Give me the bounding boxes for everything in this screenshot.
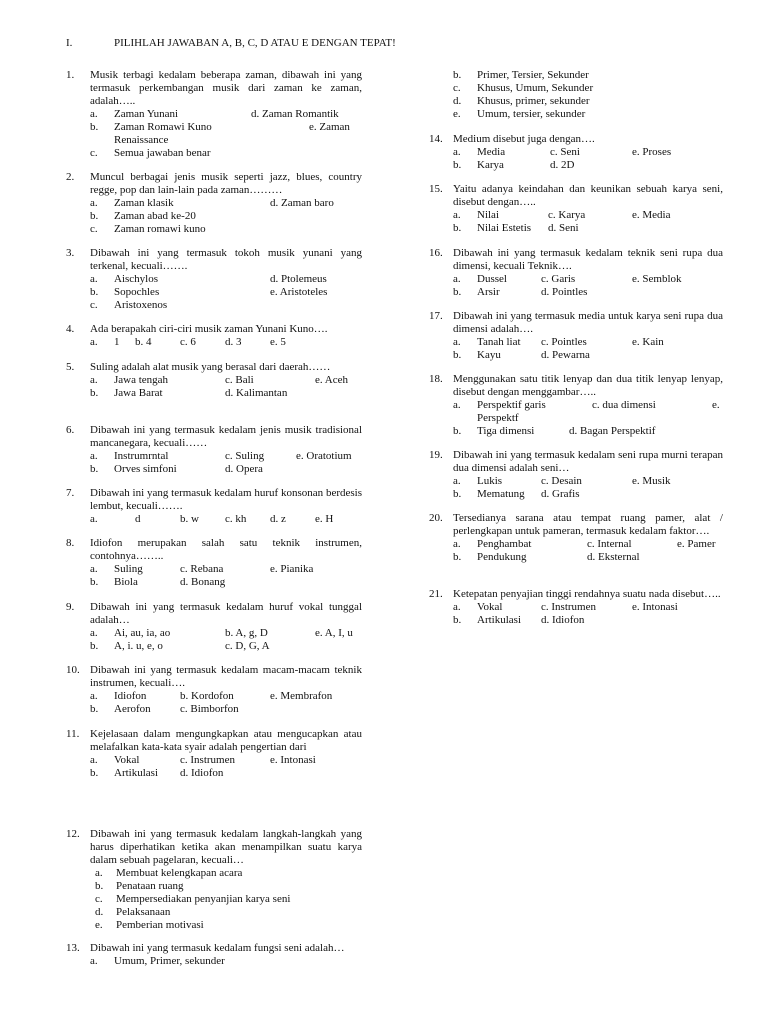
option-a: Penghambat <box>477 538 532 550</box>
option-c: Aristoxenos <box>114 299 168 311</box>
question-17 <box>429 310 723 362</box>
option-a: Suling <box>114 563 143 575</box>
option-d: d. Idiofon <box>180 767 224 779</box>
question-text: Dibawah ini yang termasuk kedalam macam-macam teknik instrumen, kecuali…. <box>90 664 362 689</box>
option-a: Tanah liat <box>477 336 521 348</box>
option-b: Penataan ruang <box>116 880 184 892</box>
option-d: Pelaksanaan <box>116 906 171 918</box>
option-b: Nilai Estetis <box>477 222 532 234</box>
option-row: a. Vokal c. Instrumen e. Intonasi <box>453 601 678 613</box>
option-row: e. Umum, tersier, sekunder <box>453 108 586 120</box>
question-12 <box>66 828 362 932</box>
question-6 <box>66 424 362 476</box>
option-b: Aerofon <box>114 703 151 715</box>
question-text: Dibawah ini yang termasuk kedalam huruf konsonan berdesis lembut, kecuali……. <box>90 487 362 512</box>
option-a: Nilai <box>477 209 499 221</box>
question-number: 3. <box>66 247 75 259</box>
option-row: b. Arsir d. Pointles <box>453 286 588 298</box>
option-row <box>429 412 723 425</box>
option-a: Media <box>477 146 506 158</box>
option-row: b. Penataan ruang <box>95 880 184 892</box>
option-row: b. Karya d. 2D <box>453 159 575 171</box>
option-d: d. Ptolemeus <box>270 273 327 285</box>
question-text: Dibawah ini yang termasuk kedalam fungsi seni adalah… <box>90 942 345 954</box>
option-continuation: Perspektf <box>477 412 519 424</box>
question-number: 14. <box>429 133 443 145</box>
question-number: 7. <box>66 487 75 499</box>
option-row: c. Khusus, Umum, Sekunder <box>453 82 594 94</box>
option-e: e. Oratotium <box>296 450 352 462</box>
option-d: d. Grafis <box>541 488 580 500</box>
question-13 <box>66 942 362 968</box>
option-b: b. 4 <box>135 336 152 348</box>
question-5 <box>66 361 362 400</box>
option-row: c. Aristoxenos <box>90 299 168 311</box>
option-row: c. Zaman romawi kuno <box>90 223 206 235</box>
question-text: Idiofon merupakan salah satu teknik instrumen, contohnya…….. <box>90 537 362 562</box>
question-13-continued <box>429 69 723 121</box>
option-c: c. Rebana <box>180 563 224 575</box>
option-a: Ai, au, ia, ao <box>114 627 171 639</box>
question-18 <box>429 373 723 438</box>
question-text: Ketepatan penyajian tinggi rendahnya suatu nada disebut….. <box>453 588 721 600</box>
option-d: d. Kalimantan <box>225 387 288 399</box>
option-row: b. Kayu d. Pewarna <box>453 349 590 361</box>
option-a: Umum, Primer, sekunder <box>114 955 225 967</box>
option-a: Dussel <box>477 273 507 285</box>
option-c: Mempersediakan penyanjian karya seni <box>116 893 291 905</box>
option-d: d. Seni <box>548 222 579 234</box>
option-row: b. Pendukung d. Eksternal <box>453 551 640 563</box>
option-row: a. Ai, au, ia, ao b. A, g, D e. A, I, u <box>90 627 353 639</box>
question-number: 13. <box>66 942 80 954</box>
option-row: a. Dussel c. Garis e. Semblok <box>453 273 682 285</box>
question-21 <box>429 588 723 627</box>
option-d: d. Bagan Perspektif <box>569 425 656 437</box>
question-text: Medium disebut juga dengan…. <box>453 133 595 145</box>
option-d: d. 3 <box>225 336 242 348</box>
question-text: Yaitu adanya keindahan dan keunikan sebuah karya seni, disebut dengan….. <box>453 183 723 208</box>
question-10 <box>66 664 362 716</box>
option-row: a. Idiofon b. Kordofon e. Membrafon <box>90 690 333 702</box>
option-row: a. Lukis c. Desain e. Musik <box>453 475 671 487</box>
option-b: Karya <box>477 159 504 171</box>
option-b: Arsir <box>477 286 500 298</box>
option-row: c. Semua jawaban benar <box>90 147 211 159</box>
question-number: 21. <box>429 588 443 600</box>
option-d: d. Eksternal <box>587 551 640 563</box>
question-number: 15. <box>429 183 443 195</box>
option-row: c. Mempersediakan penyanjian karya seni <box>95 893 291 905</box>
option-a: Vokal <box>114 754 140 766</box>
option-c: Khusus, Umum, Sekunder <box>477 82 594 94</box>
question-number: 20. <box>429 512 443 524</box>
question-text: Dibawah ini yang termasuk kedalam langkah-langkah yang harus diperhatikan ketika akan menampilkan suatu karya dalam sebuah pagelaran, kecuali… <box>90 828 362 866</box>
option-c: c. dua dimensi <box>592 399 656 411</box>
question-number: 1. <box>66 69 75 81</box>
option-a: Zaman klasik <box>114 197 174 209</box>
option-a: Lukis <box>477 475 503 487</box>
option-b: Sopochles <box>114 286 160 298</box>
option-e: e. Membrafon <box>270 690 333 702</box>
option-e: e. H <box>315 513 334 525</box>
option-row: a. Penghambat c. Internal e. Pamer <box>453 538 716 550</box>
option-e: e. Musik <box>632 475 671 487</box>
option-a: Jawa tengah <box>114 374 169 386</box>
question-text: Dibawah ini yang termasuk kedalam teknik seni rupa dua dimensi, kecuali Teknik…. <box>453 247 723 272</box>
question-number: 4. <box>66 323 75 335</box>
question-text: Kejelasaan dalam mengungkapkan atau mengucapkan atau melafalkan kata-kata syair adalah pengertian dari <box>90 728 362 753</box>
option-d: Khusus, primer, sekunder <box>477 95 590 107</box>
option-row: b. Zaman abad ke-20 <box>90 210 196 222</box>
option-c: c. Desain <box>541 475 582 487</box>
option-e: e. A, I, u <box>315 627 353 639</box>
option-d: d. Zaman Romantik <box>251 108 339 120</box>
question-text: Ada berapakah ciri-ciri musik zaman Yunani Kuno…. <box>90 323 328 335</box>
option-d: d. Pointles <box>541 286 588 298</box>
question-number: 19. <box>429 449 443 461</box>
question-7 <box>66 487 362 526</box>
option-e: e. Aceh <box>315 374 348 386</box>
option-row: d. Khusus, primer, sekunder <box>453 95 590 107</box>
question-text: Dibawah ini yang termasuk kedalam seni rupa murni terapan dua dimensi adalah seni… <box>453 449 723 474</box>
question-3 <box>66 247 362 312</box>
option-row: a. Jawa tengah c. Bali e. Aceh <box>90 374 348 386</box>
option-b: Jawa Barat <box>114 387 163 399</box>
option-e: e. <box>712 399 720 411</box>
option-d: d. Idiofon <box>541 614 585 626</box>
question-number: 9. <box>66 601 75 613</box>
option-e: e. Aristoteles <box>270 286 328 298</box>
question-14 <box>429 133 723 172</box>
option-b: Biola <box>114 576 138 588</box>
option-a: Instrumrntal <box>114 450 169 462</box>
option-b: Pendukung <box>477 551 527 563</box>
option-a: d <box>135 513 141 525</box>
option-c: Semua jawaban benar <box>114 147 211 159</box>
option-a: Vokal <box>477 601 503 613</box>
option-row: b. Sopochles e. Aristoteles <box>90 286 328 298</box>
question-number: 18. <box>429 373 443 385</box>
option-c: Zaman romawi kuno <box>114 223 206 235</box>
option-e: Umum, tersier, sekunder <box>477 108 586 120</box>
option-c: c. Internal <box>587 538 632 550</box>
option-a: Membuat kelengkapan acara <box>116 867 243 879</box>
option-c: c. Suling <box>225 450 265 462</box>
option-d: d. 2D <box>550 159 575 171</box>
option-row: a. d b. w c. kh d. z e. H <box>90 513 334 525</box>
option-c: c. Garis <box>541 273 576 285</box>
option-a: Idiofon <box>114 690 147 702</box>
option-b: Zaman Romawi Kuno <box>114 121 212 133</box>
question-number: 16. <box>429 247 443 259</box>
option-row: a. Umum, Primer, sekunder <box>90 955 225 967</box>
question-19 <box>429 449 723 501</box>
option-row: b. Artikulasi d. Idiofon <box>453 614 585 626</box>
option-a: Perspektif garis <box>477 399 546 411</box>
option-row: b. Aerofon c. Bimborfon <box>90 703 239 715</box>
option-c: c. Seni <box>550 146 580 158</box>
option-continuation: Renaissance <box>114 134 169 146</box>
option-b: Tiga dimensi <box>477 425 535 437</box>
option-e: e. Intonasi <box>270 754 316 766</box>
question-text: Menggunakan satu titik lenyap dan dua titik lenyap lenyap, disebut dengan menggambar….. <box>453 373 723 398</box>
option-e: e. Media <box>632 209 671 221</box>
question-number: 5. <box>66 361 75 373</box>
option-row: d. Pelaksanaan <box>95 906 171 918</box>
option-a: 1 <box>114 336 120 348</box>
option-d: d. z <box>270 513 286 525</box>
option-b: Artikulasi <box>477 614 521 626</box>
option-c: c. Bimborfon <box>180 703 239 715</box>
option-a: Aischylos <box>114 273 158 285</box>
option-b: Artikulasi <box>114 767 158 779</box>
option-e: Pemberian motivasi <box>116 919 204 931</box>
option-c: c. Bali <box>225 374 254 386</box>
option-e: e. Semblok <box>632 273 682 285</box>
question-number: 6. <box>66 424 75 436</box>
question-number: 8. <box>66 537 75 549</box>
option-b: Kayu <box>477 349 501 361</box>
option-a: Zaman Yunani <box>114 108 179 120</box>
question-number: 11. <box>66 728 80 740</box>
option-b: b. w <box>180 513 199 525</box>
question-text: Tersedianya sarana atau tempat ruang pamer, alat / perlengkapan untuk pameran, termasuk kedalam faktor…. <box>453 512 723 537</box>
question-number: 17. <box>429 310 443 322</box>
option-row: b. Artikulasi d. Idiofon <box>90 767 224 779</box>
option-row <box>66 134 362 147</box>
option-e: e. Pianika <box>270 563 314 575</box>
option-b: A, i. u, e, o <box>114 640 163 652</box>
question-2 <box>66 171 362 236</box>
option-e: e. Kain <box>632 336 664 348</box>
option-row: b. Tiga dimensi d. Bagan Perspektif <box>453 425 656 437</box>
question-text: Dibawah ini yang termasuk media untuk karya seni rupa dua dimensi adalah…. <box>453 310 723 335</box>
option-e: e. Pamer <box>677 538 716 550</box>
question-9 <box>66 601 362 653</box>
option-row: a. Tanah liat c. Pointles e. Kain <box>453 336 664 348</box>
section-number: I. <box>66 37 73 49</box>
option-row: a. Media c. Seni e. Proses <box>453 146 672 158</box>
option-b: Zaman abad ke-20 <box>114 210 196 222</box>
option-row: b. Biola d. Bonang <box>90 576 226 588</box>
option-row: a. Suling c. Rebana e. Pianika <box>90 563 314 575</box>
option-c: c. 6 <box>180 336 196 348</box>
option-row: a. Nilai c. Karya e. Media <box>453 209 671 221</box>
option-c: c. Pointles <box>541 336 587 348</box>
question-text: Suling adalah alat musik yang berasal dari daerah…… <box>90 361 331 373</box>
option-row: a. Zaman Yunani d. Zaman Romantik <box>90 108 339 120</box>
option-c: c. D, G, A <box>225 640 270 652</box>
question-20 <box>429 512 723 564</box>
option-b: b. Kordofon <box>180 690 234 702</box>
option-row: a. Zaman klasik d. Zaman baro <box>90 197 334 209</box>
option-d: d. Opera <box>225 463 263 475</box>
option-b: b. A, g, D <box>225 627 268 639</box>
option-d: d. Bonang <box>180 576 226 588</box>
option-e: e. Zaman <box>309 121 350 133</box>
option-e: e. Intonasi <box>632 601 678 613</box>
option-c: c. Instrumen <box>541 601 596 613</box>
option-row: b. Jawa Barat d. Kalimantan <box>90 387 288 399</box>
option-row: b. A, i. u, e, o c. D, G, A <box>90 640 270 652</box>
option-c: c. kh <box>225 513 247 525</box>
option-row: b. Zaman Romawi Kuno e. Zaman <box>90 121 350 133</box>
question-number: 12. <box>66 828 80 840</box>
question-text: Musik terbagi kedalam beberapa zaman, dibawah ini yang termasuk perkembangan musik dari zaman ke zaman, adalah….. <box>90 69 362 107</box>
option-row: e. Pemberian motivasi <box>95 919 204 931</box>
option-e: e. 5 <box>270 336 286 348</box>
option-b: Orves simfoni <box>114 463 177 475</box>
question-1 <box>66 69 362 160</box>
question-text: Muncul berbagai jenis musik seperti jazz, blues, country regge, pop dan lain-lain pada zaman……… <box>90 171 362 196</box>
option-row: b. Nilai Estetis d. Seni <box>453 222 579 234</box>
question-8 <box>66 537 362 589</box>
question-16 <box>429 247 723 299</box>
option-row: a. Instrumrntal c. Suling e. Oratotium <box>90 450 352 462</box>
option-d: d. Zaman baro <box>270 197 334 209</box>
option-row: a. 1 b. 4 c. 6 d. 3 e. 5 <box>90 336 286 348</box>
option-c: c. Instrumen <box>180 754 235 766</box>
question-number: 2. <box>66 171 75 183</box>
option-d: d. Pewarna <box>541 349 590 361</box>
option-row: a. Membuat kelengkapan acara <box>95 867 243 879</box>
option-row: a. Vokal c. Instrumen e. Intonasi <box>90 754 316 766</box>
question-text: Dibawah ini yang termasuk kedalam huruf vokal tunggal adalah… <box>90 601 362 626</box>
option-row: b. Mematung d. Grafis <box>453 488 580 500</box>
option-b: Primer, Tersier, Sekunder <box>477 69 589 81</box>
option-row: a. Perspektif garis c. dua dimensi e. <box>453 399 720 411</box>
question-4 <box>66 323 362 349</box>
option-b: Mematung <box>477 488 525 500</box>
question-text: Dibawah ini yang termasuk kedalam jenis musik tradisional mancanegara, kecuali…… <box>90 424 362 449</box>
question-number: 10. <box>66 664 80 676</box>
question-15 <box>429 183 723 235</box>
option-row: b. Orves simfoni d. Opera <box>90 463 263 475</box>
section-instruction: PILIHLAH JAWABAN A, B, C, D ATAU E DENGAN TEPAT! <box>114 37 396 49</box>
question-text: Dibawah ini yang termasuk tokoh musik yunani yang terkenal, kecuali……. <box>90 247 362 272</box>
option-c: c. Karya <box>548 209 586 221</box>
option-row: b. Primer, Tersier, Sekunder <box>453 69 589 81</box>
option-e: e. Proses <box>632 146 672 158</box>
option-row: a. Aischylos d. Ptolemeus <box>90 273 327 285</box>
question-11 <box>66 728 362 780</box>
